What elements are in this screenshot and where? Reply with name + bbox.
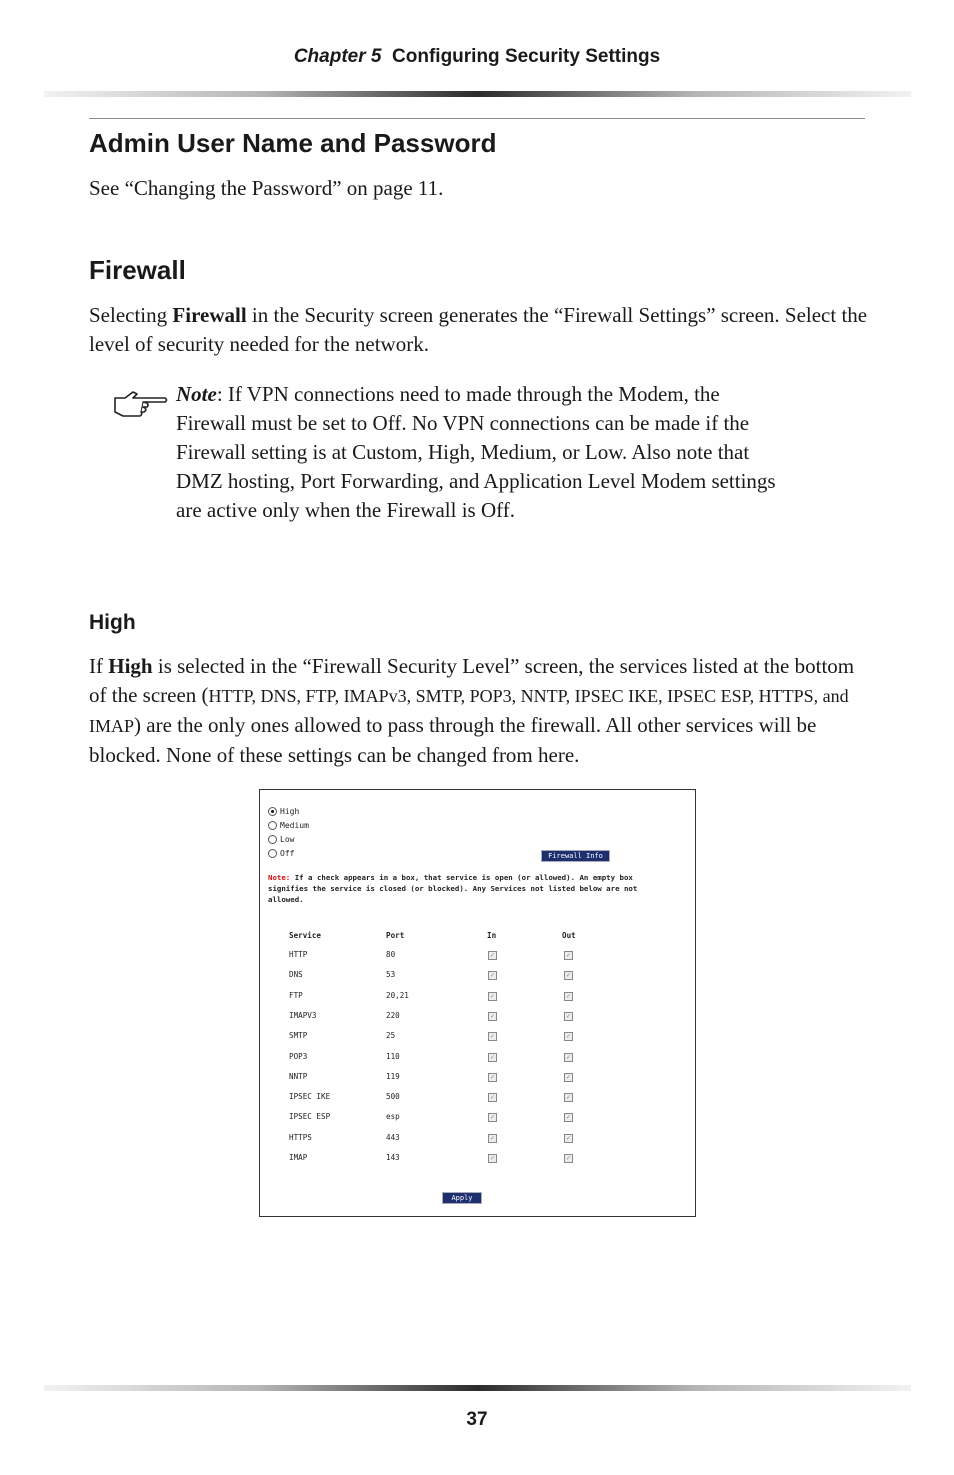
security-level-option[interactable] <box>268 807 299 816</box>
service-port-cell: 220 <box>386 1010 400 1020</box>
note-label: Note <box>176 382 217 406</box>
services-list: HTTP, DNS, FTP, IMAPv3, SMTP, POP3, NNTP, IPSEC IKE, IPSEC ESP, HTTPS, and IMAP <box>89 686 849 736</box>
service-name-cell: FTP <box>289 990 303 1000</box>
footer-rule <box>44 1385 911 1391</box>
chapter-header <box>0 46 954 68</box>
service-name-cell: POP3 <box>289 1051 308 1061</box>
note-body: : If VPN connections need to made through the Modem, the Firewall must be set to Off. No VPN connections can be made if the Firewall setting is at Custom, High, Medium, or Low. Also note that DMZ hosting, Port Forwarding, and Application Level Modem settings are active only when the Firewall is Off. <box>176 382 776 522</box>
bold-run: High <box>108 654 153 678</box>
inbound-checkbox[interactable]: ✓ <box>488 1154 497 1163</box>
apply-button[interactable]: Apply <box>442 1192 482 1204</box>
outbound-checkbox[interactable]: ✓ <box>564 1012 573 1021</box>
outbound-checkbox[interactable]: ✓ <box>564 1134 573 1143</box>
service-name-cell: HTTP <box>289 950 308 959</box>
text-run: If <box>89 654 109 678</box>
outbound-checkbox[interactable]: ✓ <box>564 1073 573 1082</box>
outbound-checkbox[interactable]: ✓ <box>564 1093 573 1102</box>
outbound-checkbox[interactable]: ✓ <box>564 1032 573 1041</box>
service-name-cell: SMTP <box>289 1031 308 1041</box>
column-header-in: In <box>487 931 497 940</box>
column-header-out: Out <box>562 931 576 940</box>
service-name-cell: HTTPS <box>289 1132 312 1142</box>
inbound-checkbox[interactable]: ✓ <box>488 1012 497 1021</box>
pointing-hand-icon <box>113 388 169 418</box>
header-rule <box>44 91 911 97</box>
radio-button[interactable] <box>268 821 277 830</box>
inbound-checkbox[interactable]: ✓ <box>488 1093 497 1102</box>
outbound-checkbox[interactable]: ✓ <box>564 1113 573 1122</box>
inbound-checkbox[interactable]: ✓ <box>488 992 497 1001</box>
security-level-option[interactable] <box>268 821 309 830</box>
outbound-checkbox[interactable]: ✓ <box>564 971 573 980</box>
admin-heading: Admin User Name and Password <box>89 128 497 158</box>
security-level-option[interactable] <box>268 849 294 858</box>
radio-button[interactable] <box>268 849 277 858</box>
column-header-port: Port <box>386 931 405 940</box>
outbound-checkbox[interactable]: ✓ <box>564 1053 573 1062</box>
radio-button[interactable] <box>268 835 277 844</box>
chapter-number: Chapter 5 <box>293 46 382 67</box>
firewall-info-button[interactable]: Firewall Info <box>541 850 610 862</box>
service-port-cell: 500 <box>386 1092 400 1102</box>
high-paragraph <box>89 652 873 770</box>
service-name-cell: IPSEC ESP <box>289 1112 331 1122</box>
outbound-checkbox[interactable]: ✓ <box>564 1154 573 1163</box>
firewall-paragraph <box>89 301 869 359</box>
page-number: 37 <box>466 1409 488 1430</box>
firewall-heading: Firewall <box>89 255 186 285</box>
figure-note-text: If a check appears in a box, that service is open (or allowed). An empty box signifies the service is closed (or blocked). Any Services not listed below are not allowed. <box>268 873 638 904</box>
security-level-option[interactable] <box>268 835 294 844</box>
service-port-cell: 143 <box>386 1153 400 1162</box>
figure-note-label: Note: <box>268 873 291 882</box>
firewall-settings-screenshot <box>259 789 696 1217</box>
security-level-label: High <box>280 807 300 816</box>
inbound-checkbox[interactable]: ✓ <box>488 1113 497 1122</box>
service-port-cell: 25 <box>386 1031 396 1041</box>
column-header-service: Service <box>289 931 322 940</box>
figure-note <box>268 872 668 905</box>
inbound-checkbox[interactable]: ✓ <box>488 1032 497 1041</box>
service-name-cell: IMAPV3 <box>289 1010 317 1020</box>
text-run: in the Security screen generates the “Firewall Settings” screen. Select the level of security needed for the network. <box>89 303 868 356</box>
inbound-checkbox[interactable]: ✓ <box>488 1134 497 1143</box>
service-port-cell: 80 <box>386 950 396 959</box>
note-paragraph <box>176 380 776 525</box>
text-run: Selecting <box>89 303 173 327</box>
service-port-cell: 20,21 <box>386 990 409 1000</box>
service-name-cell: DNS <box>289 970 303 980</box>
text-run: is selected in the “Firewall Security Level” screen, the services listed at the bottom of the screen ( <box>89 654 855 707</box>
admin-paragraph: See “Changing the Password” on page 11. <box>89 176 444 200</box>
security-level-label: Medium <box>280 821 309 830</box>
security-level-label: Low <box>280 835 295 844</box>
service-port-cell: 110 <box>386 1051 400 1061</box>
service-port-cell: 443 <box>386 1132 400 1142</box>
text-run: ) are the only ones allowed to pass through the firewall. All other services will be blocked. None of these settings can be changed from here. <box>89 713 817 767</box>
inbound-checkbox[interactable]: ✓ <box>488 1053 497 1062</box>
service-port-cell: esp <box>386 1112 400 1122</box>
chapter-title: Configuring Security Settings <box>392 46 661 67</box>
inbound-checkbox[interactable]: ✓ <box>488 971 497 980</box>
outbound-checkbox[interactable]: ✓ <box>564 992 573 1001</box>
bold-run: Firewall <box>172 303 247 327</box>
service-port-cell: 119 <box>386 1071 400 1081</box>
service-name-cell: IMAP <box>289 1153 308 1162</box>
service-port-cell: 53 <box>386 970 396 980</box>
service-name-cell: IPSEC IKE <box>289 1092 331 1102</box>
inbound-checkbox[interactable]: ✓ <box>488 951 497 960</box>
section-divider <box>89 118 865 119</box>
outbound-checkbox[interactable]: ✓ <box>564 951 573 960</box>
high-heading: High <box>89 611 136 634</box>
service-name-cell: NNTP <box>289 1071 308 1081</box>
radio-button[interactable] <box>268 807 277 816</box>
inbound-checkbox[interactable]: ✓ <box>488 1073 497 1082</box>
security-level-label: Off <box>280 849 295 858</box>
